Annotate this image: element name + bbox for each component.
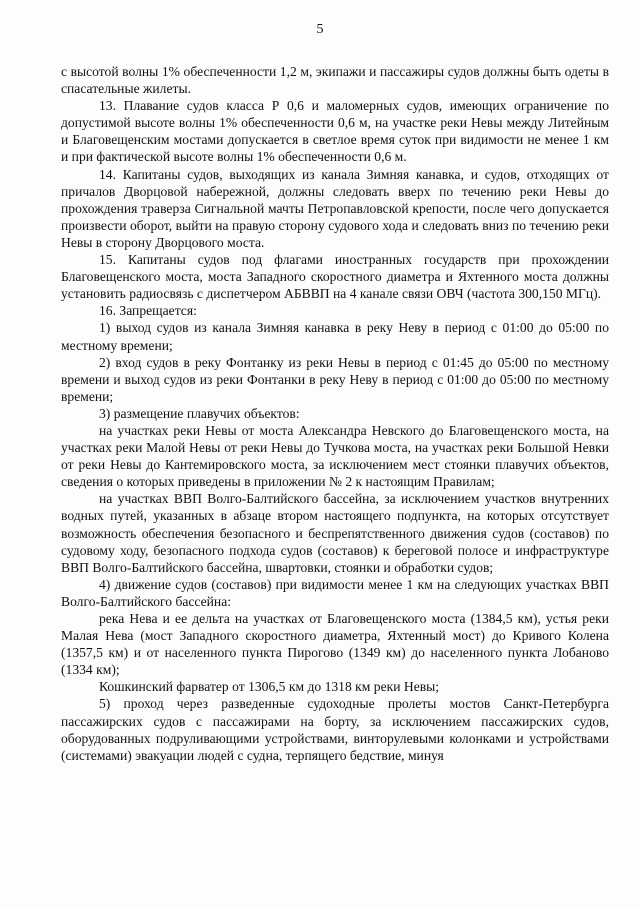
- subitem-5: 5) проход через разведенные судоходные пролеты мостов Санкт-Петербурга пассажирских судов с пассажирами на борту, за исключением пассажирских судов, оборудованных подруливающими устройствами, винторулевыми колонками и устройствами (системами) эвакуации людей с судна, терпящего бедствие, минуя: [61, 696, 609, 763]
- subitem-1: 1) выход судов из канала Зимняя канавка в реку Неву в период с 01:00 до 05:00 по местному времени;: [61, 320, 609, 353]
- subitem-4-paragraph-2: Кошкинский фарватер от 1306,5 км до 1318 км реки Невы;: [99, 679, 440, 695]
- subitem-3-paragraph-2: на участках ВВП Волго-Балтийского бассейна, за исключением участков внутренних водных путей, указанных в абзаце втором настоящего подпункта, на которых отсутствует возможность обеспечения безопасного и беспрепятственного движения судов (составов) по судовому ходу, безопасного подхода судов (составов) к береговой полосе и инфраструктуре ВВП Волго-Балтийского бассейна, швартовки, стоянки и обработки судов;: [61, 491, 609, 575]
- document-body: [61, 63, 609, 764]
- paragraph-item-15: 15. Капитаны судов под флагами иностранных государств при прохождении Благовещенского моста, моста Западного скоростного диаметра и Яхтенного моста должны установить радиосвязь с диспетчером АБВВП на 4 канале связи ОВЧ (частота 300,150 МГц).: [61, 252, 609, 302]
- paragraph-item-13: 13. Плавание судов класса Р 0,6 и маломерных судов, имеющих ограничение по допустимой высоте волны 1% обеспеченности 0,6 м, на участке реки Невы между Литейным и Благовещенским мостами допускается в светлое время суток при видимости не менее 1 км и при фактической высоте волны 1% обеспеченности 0,6 м.: [61, 98, 609, 165]
- page-number: 5: [316, 22, 324, 37]
- subitem-4: 4) движение судов (составов) при видимости менее 1 км на следующих участках ВВП Волго-Балтийского бассейна:: [61, 576, 609, 609]
- subitem-4-paragraph-1: река Нева и ее дельта на участках от Благовещенского моста (1384,5 км), устья реки Малая Нева (мост Западного скоростного диаметра, Яхтенный мост) до Кривого Колена (1357,5 км) и от населенного пункта Пирогово (1349 км) до населенного пункта Лобаново (1334 км);: [61, 611, 609, 678]
- subitem-3-paragraph-1: на участках реки Невы от моста Александра Невского до Благовещенского моста, на участках реки Малой Невы от реки Невы до Тучкова моста, на участках реки Большой Невки от реки Невы до Кантемировского моста, за исключением мест стоянки плавучих объектов, сведения о которых приведены в приложении № 2 к настоящим Правилам;: [61, 422, 609, 490]
- paragraph-continuation: с высотой волны 1% обеспеченности 1,2 м, экипажи и пассажиры судов должны быть одеты в спасательные жилеты.: [61, 64, 609, 97]
- subitem-3: 3) размещение плавучих объектов:: [99, 405, 300, 421]
- subitem-2: 2) вход судов в реку Фонтанку из реки Невы в период с 01:45 до 05:00 по местному времени и выход судов из реки Фонтанки в реку Неву в период с 01:00 до 05:00 по местному времени;: [61, 354, 609, 404]
- paragraph-item-16: 16. Запрещается:: [99, 303, 197, 319]
- paragraph-item-14: 14. Капитаны судов, выходящих из канала Зимняя канавка, и судов, отходящих от причалов Дворцовой набережной, должны следовать вверх по течению реки Невы до прохождения траверза Сигнальной мачты Петропавловской крепости, после чего допускается произвести оборот, выйти на правую сторону судового хода и следовать вниз по течению реки Невы в сторону Дворцового моста.: [61, 166, 609, 250]
